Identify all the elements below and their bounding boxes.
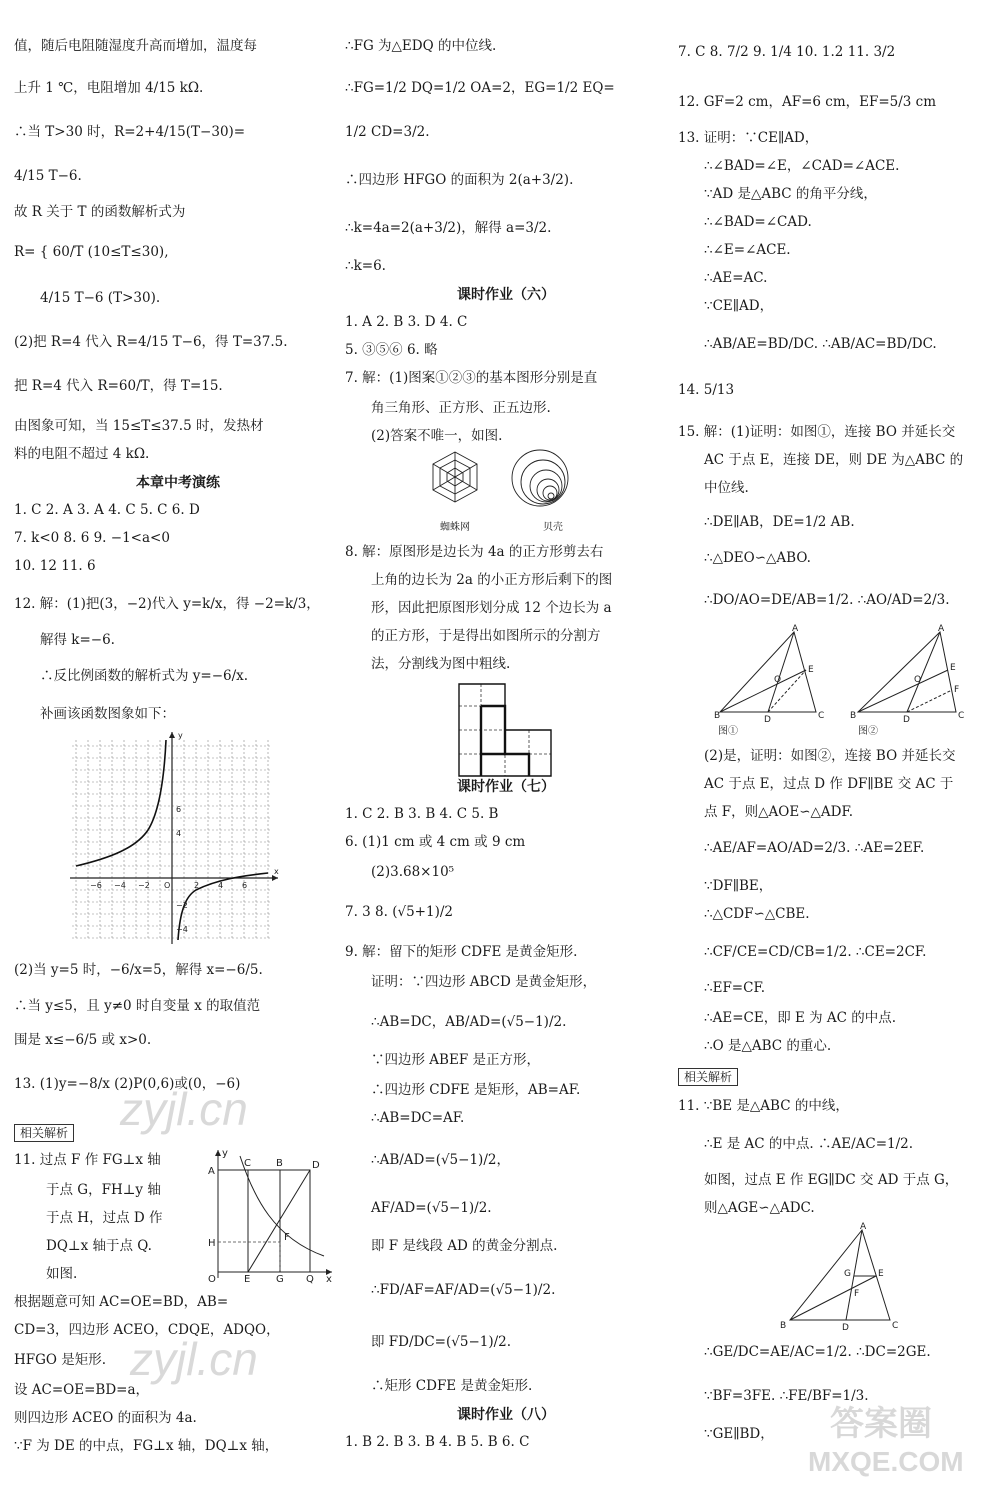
text-line: 7. 解：(1)图案①②③的基本图形分别是直 xyxy=(345,370,598,386)
answer-line: 7. k<0 8. 6 9. −1<a<0 xyxy=(14,530,170,546)
text-line: ∵BF=3FE. ∴FE/BF=1/3. xyxy=(704,1388,869,1404)
text-line: 8. 解：原图形是边长为 4a 的正方形剪去右 xyxy=(345,544,604,560)
text-line: ∴反比例函数的解析式为 y=−6/x. xyxy=(40,668,249,684)
spider-web-and-shell-figure xyxy=(425,448,575,522)
text-line: 11. ∵BE 是△ABC 的中线， xyxy=(678,1098,849,1114)
text-line: ∴AB/AD=(√5−1)/2， xyxy=(371,1152,510,1168)
svg-text:O: O xyxy=(774,675,782,685)
column-1 xyxy=(14,30,342,1475)
text-line: ∵GE∥BD， xyxy=(704,1426,774,1442)
answer-line: 6. (1)1 cm 或 4 cm 或 9 cm xyxy=(345,834,526,850)
text-line: ∴矩形 CDFE 是黄金矩形. xyxy=(371,1378,533,1394)
text-line: 点 F，则△AOE∽△ADF. xyxy=(704,804,854,820)
text-line: ∴FG 为△EDQ 的中位线. xyxy=(345,38,497,54)
text-line: ∴∠BAD=∠E，∠CAD=∠ACE. xyxy=(704,158,900,174)
svg-text:E: E xyxy=(244,1274,251,1285)
text-line: ∴AB=DC=AF. xyxy=(371,1110,465,1126)
text-line: 解得 k=−6. xyxy=(40,632,115,648)
text-line: 上升 1 ℃，电阻增加 4/15 kΩ. xyxy=(14,80,204,96)
svg-text:D: D xyxy=(903,715,910,725)
text-line: ∴GE/DC=AE/AC=1/2. ∴DC=2GE. xyxy=(704,1344,931,1360)
text-line: ∴△CDF∽△CBE. xyxy=(704,906,810,922)
svg-text:D: D xyxy=(842,1323,849,1333)
text-line: ∵CE∥AD， xyxy=(704,298,774,314)
text-line: ∴DE∥AB，DE=1/2 AB. xyxy=(704,514,855,530)
text-line: ∴∠E=∠ACE. xyxy=(704,242,791,258)
svg-text:y: y xyxy=(178,731,183,740)
column-2 xyxy=(345,30,667,1475)
text-line: 角三角形、正方形、正五边形. xyxy=(371,400,551,416)
svg-text:O: O xyxy=(164,881,171,890)
text-line: ∴∠BAD=∠CAD. xyxy=(704,214,812,230)
text-line: 1/2 CD=3/2. xyxy=(345,124,430,140)
svg-text:−6: −6 xyxy=(90,881,102,890)
text-line: DQ⊥x 轴于点 Q. xyxy=(46,1238,152,1254)
figure-caption: 图② xyxy=(858,726,878,737)
svg-text:B: B xyxy=(276,1158,283,1169)
text-line: (2)是，证明：如图②，连接 BO 并延长交 xyxy=(704,748,956,764)
svg-text:E: E xyxy=(808,665,814,675)
text-line: 由图象可知，当 15≤T≤37.5 时，发热材 xyxy=(14,418,264,434)
figure-caption: 贝壳 xyxy=(543,522,563,533)
text-line: ∴△DEO∽△ABO. xyxy=(704,550,811,566)
svg-text:6: 6 xyxy=(176,805,182,814)
svg-text:x: x xyxy=(326,1274,332,1285)
answer-line: 12. GF=2 cm，AF=6 cm，EF=5/3 cm xyxy=(678,94,937,110)
svg-text:x: x xyxy=(274,867,279,876)
text-line: 如图. xyxy=(46,1266,78,1282)
svg-text:D: D xyxy=(764,715,771,725)
text-line: 根据题意可知 AC=OE=BD，AB= xyxy=(14,1294,229,1310)
text-line: 中位线. xyxy=(704,480,749,496)
text-line: AC 于点 E，过点 D 作 DF∥BE 交 AC 于 xyxy=(704,776,954,792)
text-line: ∴O 是△ABC 的重心. xyxy=(704,1038,832,1054)
text-line: 于点 G，FH⊥y 轴 xyxy=(46,1182,161,1198)
svg-text:G: G xyxy=(844,1269,851,1279)
text-line: ∴AB/AE=BD/DC. ∴AB/AC=BD/DC. xyxy=(704,336,937,352)
text-line: ∴当 T>30 时，R=2+4/15(T−30)= xyxy=(14,124,246,140)
answer-line: 7. 3 8. (√5+1)/2 xyxy=(345,904,453,920)
section-heading: 课时作业（七） xyxy=(457,778,555,794)
text-line: ∴AE=CE，即 E 为 AC 的中点. xyxy=(704,1010,897,1026)
text-line: ∴CF/CE=CD/CB=1/2. ∴CE=2CF. xyxy=(704,944,927,960)
figure-caption: 蜘蛛网 xyxy=(440,522,470,533)
text-line: AC 于点 E，连接 DE，则 DE 为△ABC 的 xyxy=(704,452,964,468)
svg-text:Q: Q xyxy=(306,1274,314,1285)
svg-text:E: E xyxy=(950,663,956,673)
watermark: zyjl.cn xyxy=(120,1083,248,1135)
text-line: ∴FD/AF=AF/AD=(√5−1)/2. xyxy=(371,1282,556,1298)
text-line: 如图，过点 E 作 EG∥DC 交 AD 于点 G， xyxy=(704,1172,959,1188)
text-line: 则△AGE∽△ADC. xyxy=(704,1200,815,1216)
answer-line: 5. ③⑤⑥ 6. 略 xyxy=(345,342,438,358)
text-line: 即 FD/DC=(√5−1)/2. xyxy=(371,1334,512,1350)
text-line: AF/AD=(√5−1)/2. xyxy=(371,1200,492,1216)
svg-text:C: C xyxy=(958,711,965,721)
text-line: ∴AE/AF=AO/AD=2/3. ∴AE=2EF. xyxy=(704,840,925,856)
text-line: 证明：∵四边形 ABCD 是黄金矩形， xyxy=(371,974,597,990)
svg-text:6: 6 xyxy=(242,881,248,890)
svg-text:B: B xyxy=(780,1321,787,1331)
svg-text:F: F xyxy=(284,1232,290,1243)
svg-text:C: C xyxy=(892,1321,899,1331)
triangle-figures xyxy=(716,626,966,730)
section-heading: 本章中考演练 xyxy=(136,474,220,490)
text-line: ∴k=4a=2(a+3/2)，解得 a=3/2. xyxy=(345,220,552,236)
text-line: 围是 x≤−6/5 或 x>0. xyxy=(14,1032,152,1048)
svg-text:E: E xyxy=(878,1269,884,1279)
section-heading: 课时作业（六） xyxy=(457,286,555,302)
text-line: 13. 证明：∵CE∥AD， xyxy=(678,130,819,146)
text-line: 形，因此把原图形划分成 12 个边长为 a xyxy=(371,600,612,616)
text-line: ∵四边形 ABEF 是正方形， xyxy=(371,1052,540,1068)
column-3 xyxy=(678,30,992,1475)
text-line: 11. 过点 F 作 FG⊥x 轴 xyxy=(14,1152,161,1168)
text-line: R= { 60/T (10≤T≤30), xyxy=(14,244,169,260)
text-line: 上角的边长为 2a 的小正方形后剩下的图 xyxy=(371,572,613,588)
text-line: ∴AE=AC. xyxy=(704,270,768,286)
text-line: ∴AB=DC，AB/AD=(√5−1)/2. xyxy=(371,1014,567,1030)
svg-text:4: 4 xyxy=(218,881,224,890)
svg-text:F: F xyxy=(854,1289,860,1299)
answer-line: 1. C 2. A 3. A 4. C 5. C 6. D xyxy=(14,502,200,518)
svg-text:−2: −2 xyxy=(138,881,150,890)
svg-text:A: A xyxy=(792,624,799,634)
answer-line: 10. 12 11. 6 xyxy=(14,558,96,574)
text-line: 9. 解：留下的矩形 CDFE 是黄金矩形. xyxy=(345,944,578,960)
text-line: ∴四边形 HFGO 的面积为 2(a+3/2). xyxy=(345,172,574,188)
answer-line: 1. B 2. B 3. B 4. B 5. B 6. C xyxy=(345,1434,530,1450)
svg-text:2: 2 xyxy=(194,881,200,890)
text-line: (2)答案不唯一，如图. xyxy=(371,428,503,444)
text-line: ∴k=6. xyxy=(345,258,386,274)
text-line: 于点 H，过点 D 作 xyxy=(46,1210,163,1226)
answer-line: 14. 5/13 xyxy=(678,382,735,398)
text-line: 料的电阻不超过 4 kΩ. xyxy=(14,446,150,462)
text-line: (2)当 y=5 时，−6/x=5，解得 x=−6/5. xyxy=(14,962,263,978)
svg-text:H: H xyxy=(208,1238,216,1249)
related-analysis-tag: 相关解析 xyxy=(678,1068,738,1086)
svg-text:B: B xyxy=(850,711,857,721)
svg-text:A: A xyxy=(938,624,945,634)
text-line: 15. 解：(1)证明：如图①，连接 BO 并延长交 xyxy=(678,424,956,440)
svg-text:G: G xyxy=(276,1274,284,1285)
svg-text:y: y xyxy=(222,1148,228,1159)
text-line: 则四边形 ACEO 的面积为 4a. xyxy=(14,1410,197,1426)
svg-text:D: D xyxy=(312,1160,320,1171)
text-line: 值，随后电阻随湿度升高而增加，温度每 xyxy=(14,38,257,54)
svg-text:−4: −4 xyxy=(114,881,126,890)
text-line: 补画该函数图象如下： xyxy=(40,706,175,722)
text-line: ∵F 为 DE 的中点，FG⊥x 轴，DQ⊥x 轴， xyxy=(14,1438,279,1454)
answer-line: 7. C 8. 7/2 9. 1/4 10. 1.2 11. 3/2 xyxy=(678,44,896,60)
watermark: zyjl.cn xyxy=(130,1333,258,1385)
text-line: ∵AD 是△ABC 的角平分线， xyxy=(704,186,877,202)
median-triangle-figure xyxy=(774,1224,904,1334)
svg-text:−2: −2 xyxy=(176,901,188,910)
text-line: ∴四边形 CDFE 是矩形，AB=AF. xyxy=(371,1082,581,1098)
text-line: 即 F 是线段 AD 的黄金分割点. xyxy=(371,1238,558,1254)
text-line: 故 R 关于 T 的函数解析式为 xyxy=(14,204,186,220)
watermark: MXQE.COM xyxy=(808,1446,964,1477)
svg-text:A: A xyxy=(208,1166,215,1177)
text-line: (2)把 R=4 代入 R=4/15 T−6，得 T=37.5. xyxy=(14,334,288,350)
rectangle-coordinate-figure xyxy=(204,1148,334,1285)
svg-text:O: O xyxy=(208,1274,216,1285)
text-line: ∵DF∥BE， xyxy=(704,878,773,894)
svg-text:C: C xyxy=(818,711,825,721)
text-line: ∴EF=CF. xyxy=(704,980,766,996)
svg-text:B: B xyxy=(714,711,721,721)
hyperbola-graph xyxy=(70,730,282,944)
svg-text:F: F xyxy=(954,685,960,695)
text-line: HFGO 是矩形. xyxy=(14,1352,107,1368)
text-line: 的正方形，于是得出如图所示的分割方 xyxy=(371,628,601,644)
answer-line: (2)3.68×10⁵ xyxy=(371,864,455,880)
svg-text:4: 4 xyxy=(176,829,182,838)
text-line: ∴FG=1/2 DQ=1/2 OA=2，EG=1/2 EQ= xyxy=(345,80,615,96)
text-line: ∴DO/AO=DE/AB=1/2. ∴AO/AD=2/3. xyxy=(704,592,950,608)
text-line: 把 R=4 代入 R=60/T，得 T=15. xyxy=(14,378,223,394)
svg-text:A: A xyxy=(860,1222,867,1232)
text-line: 12. 解：(1)把(3，−2)代入 y=k/x，得 −2=k/3， xyxy=(14,596,320,612)
text-line: 4/15 T−6 (T>30). xyxy=(40,290,161,306)
text-line: ∴E 是 AC 的中点. ∴AE/AC=1/2. xyxy=(704,1136,914,1152)
answer-line: 13. (1)y=−8/x (2)P(0,6)或(0，−6) xyxy=(14,1076,241,1092)
svg-text:O: O xyxy=(914,675,922,685)
text-line: 4/15 T−6. xyxy=(14,168,82,184)
text-line: CD=3，四边形 ACEO，CDQE，ADQO， xyxy=(14,1322,280,1338)
related-analysis-tag: 相关解析 xyxy=(14,1124,74,1142)
section-heading: 课时作业（八） xyxy=(457,1406,555,1422)
figure-caption: 图① xyxy=(718,726,738,737)
text-line: 设 AC=OE=BD=a， xyxy=(14,1382,150,1398)
text-line: ∴当 y≤5，且 y≠0 时自变量 x 的取值范 xyxy=(14,998,261,1014)
svg-text:C: C xyxy=(244,1158,251,1169)
dissection-figure xyxy=(457,682,553,778)
svg-text:−4: −4 xyxy=(176,925,188,934)
watermark: 答案圈 xyxy=(830,1405,932,1443)
answer-line: 1. C 2. B 3. B 4. C 5. B xyxy=(345,806,499,822)
text-line: 法，分割线为图中粗线. xyxy=(371,656,511,672)
answer-line: 1. A 2. B 3. D 4. C xyxy=(345,314,468,330)
